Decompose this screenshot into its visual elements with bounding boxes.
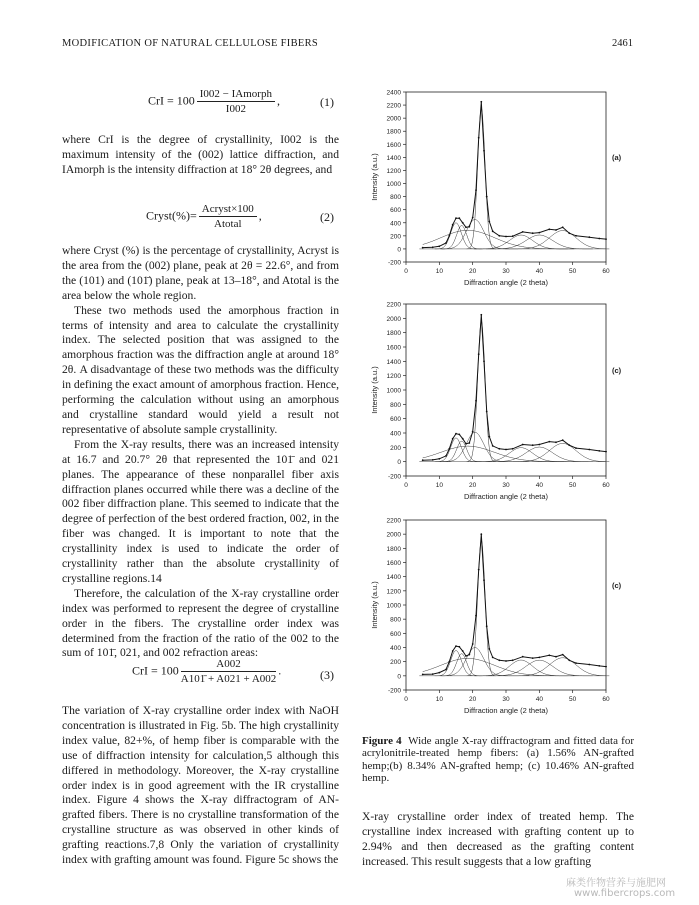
data-point: [562, 439, 564, 441]
y-axis-label: Intensity (a.u.): [370, 366, 379, 414]
eq3-denominator: A101̄ + A021 + A002: [180, 673, 277, 685]
data-point: [483, 579, 485, 581]
figure-caption: [362, 735, 634, 785]
data-point: [455, 217, 457, 219]
data-point: [458, 434, 460, 436]
x-axis-label: Diffraction angle (2 theta): [463, 706, 549, 715]
x-tick-label: 10: [435, 696, 443, 703]
data-point: [562, 654, 564, 656]
data-point: [488, 436, 490, 438]
y-tick-label: 800: [390, 616, 401, 624]
x-tick-label: 40: [535, 696, 543, 703]
data-point: [532, 657, 534, 659]
data-point: [475, 189, 477, 191]
data-point: [548, 654, 550, 656]
watermark-line-2: www.fibercrops.com: [574, 888, 676, 899]
y-tick-label: 1600: [386, 344, 401, 352]
paragraph-1: [62, 133, 339, 178]
paragraph-3: These two methods used the amorphous fraction in terms of intensity and area to calculate the crystallinity index. The selected position that was assigned to the amorphous fraction was the diffraction angle at around 18° 2θ. A disadvantage of these two methods was the difficulty in defining the exact amount of amorphous fraction. Hence, performing the calculation without using an amorphous and crystalline standard would yield a result not representative of absolute sample crystallinity.: [62, 303, 339, 436]
equation-1-number: (1): [320, 95, 334, 109]
data-point: [498, 448, 500, 450]
paragraph-6-block: [62, 704, 339, 868]
data-point: [505, 449, 507, 451]
data-point: [458, 646, 460, 648]
data-point: [422, 459, 424, 461]
y-tick-label: 1800: [386, 545, 401, 553]
y-tick-label: 600: [390, 630, 401, 638]
data-point: [568, 232, 570, 234]
data-point: [486, 625, 488, 627]
data-point: [480, 314, 482, 316]
y-tick-label: -200: [387, 473, 401, 481]
data-point: [452, 438, 454, 440]
data-point: [432, 673, 434, 675]
data-point: [598, 665, 600, 667]
y-tick-label: 200: [390, 659, 401, 667]
data-point: [555, 441, 557, 443]
data-point: [488, 648, 490, 650]
eq1-numerator: I002 − IAmorph: [197, 88, 275, 102]
data-point: [478, 569, 480, 571]
data-point: [438, 458, 440, 460]
x-tick-label: 30: [502, 696, 510, 703]
data-point: [445, 455, 447, 457]
main-text-block: [62, 244, 339, 661]
y-tick-label: 400: [390, 645, 401, 652]
data-point: [472, 217, 474, 219]
panel-label: (c): [612, 581, 622, 590]
paragraph-7: X-ray crystalline order index of treated hemp. The crystalline index increased with grafting content up to 2.94% and then decreased as the grafting content increased. This result suggests that a low grafting: [362, 810, 634, 868]
y-tick-label: 800: [390, 401, 401, 409]
data-point: [422, 247, 424, 249]
data-point: [548, 441, 550, 443]
xrd-panel-c: [366, 516, 636, 726]
data-point: [492, 445, 494, 447]
data-point: [575, 447, 577, 449]
data-point: [445, 669, 447, 671]
fitted-peak: [442, 226, 482, 249]
data-point: [512, 235, 514, 237]
y-tick-label: 600: [390, 416, 401, 424]
data-point: [452, 224, 454, 226]
data-point: [475, 400, 477, 402]
data-point: [532, 232, 534, 234]
eq1-tail: ,: [276, 93, 280, 108]
running-head: MODIFICATION OF NATURAL CELLULOSE FIBERS: [62, 38, 319, 49]
y-tick-label: 1200: [386, 588, 401, 596]
series-line: [423, 315, 606, 460]
eq1-denominator: I002: [225, 103, 246, 115]
data-point: [472, 431, 474, 433]
data-point: [488, 221, 490, 223]
y-tick-label: 1000: [386, 387, 401, 395]
y-tick-label: 200: [390, 444, 401, 452]
data-point: [432, 459, 434, 461]
y-tick-label: 2000: [386, 315, 401, 323]
data-point: [448, 235, 450, 237]
data-point: [455, 433, 457, 435]
y-tick-label: 800: [390, 194, 401, 202]
x-tick-label: 0: [404, 482, 408, 489]
y-tick-label: 2000: [386, 115, 401, 123]
data-point: [492, 230, 494, 232]
y-tick-label: 400: [390, 220, 401, 228]
page-number: 2461: [612, 38, 633, 49]
data-point: [452, 650, 454, 652]
eq2-lhs: Cryst(%)=: [146, 208, 197, 223]
panel-label: (a): [612, 153, 622, 162]
fitted-peak: [440, 220, 509, 249]
data-point: [532, 444, 534, 446]
data-point: [498, 235, 500, 237]
y-tick-label: -200: [387, 259, 401, 267]
x-tick-label: 60: [602, 482, 610, 489]
x-tick-label: 50: [569, 696, 577, 703]
data-point: [478, 353, 480, 355]
fitted-peak: [474, 235, 567, 249]
fitted-peak: [509, 443, 606, 461]
x-tick-label: 50: [569, 482, 577, 489]
data-point: [562, 226, 564, 228]
data-point: [483, 360, 485, 362]
data-point: [605, 451, 607, 453]
data-point: [512, 448, 514, 450]
y-tick-label: 1200: [386, 373, 401, 381]
data-point: [432, 246, 434, 248]
data-point: [598, 238, 600, 240]
data-point: [483, 150, 485, 152]
data-point: [480, 533, 482, 535]
data-point: [605, 238, 607, 240]
paragraph-7-block: [362, 810, 634, 870]
eq3-numerator: A002: [181, 658, 277, 672]
fitted-peak: [509, 231, 606, 249]
xrd-panel-a: [366, 88, 636, 298]
equation-3: [132, 658, 281, 685]
fitted-peak: [486, 235, 593, 249]
x-tick-label: 0: [404, 696, 408, 703]
equation-3-number: (3): [320, 668, 334, 682]
data-point: [512, 659, 514, 661]
y-tick-label: 1600: [386, 141, 401, 149]
fitted-peak: [467, 321, 496, 461]
x-tick-label: 20: [469, 696, 477, 703]
y-tick-label: 1400: [386, 154, 401, 162]
data-point: [445, 242, 447, 244]
data-point: [575, 662, 577, 664]
x-tick-label: 30: [502, 482, 510, 489]
y-tick-label: 0: [397, 673, 401, 681]
data-point: [498, 659, 500, 661]
x-tick-label: 20: [469, 482, 477, 489]
y-tick-label: 2200: [386, 517, 401, 525]
y-axis-label: Intensity (a.u.): [370, 153, 379, 201]
y-tick-label: 2200: [386, 301, 401, 309]
data-point: [486, 411, 488, 413]
data-point: [422, 674, 424, 676]
eq1-lhs: CrI = 100: [148, 93, 195, 108]
data-point: [588, 664, 590, 666]
xrd-panel-b: [366, 300, 636, 512]
data-point: [465, 226, 467, 228]
data-point: [492, 657, 494, 659]
y-tick-label: 2200: [386, 102, 401, 110]
data-point: [468, 442, 470, 444]
y-tick-label: 400: [390, 430, 401, 438]
data-point: [588, 449, 590, 451]
data-point: [568, 659, 570, 661]
y-tick-label: -200: [387, 687, 401, 695]
data-point: [522, 444, 524, 446]
y-tick-label: 1800: [386, 128, 401, 136]
data-point: [480, 101, 482, 103]
data-point: [538, 232, 540, 234]
eq3-lhs: CrI = 100: [132, 663, 179, 678]
data-point: [568, 444, 570, 446]
paragraph-5: Therefore, the calculation of the X-ray crystalline order index was performed to represent the degree of crystalline order in the fibers. The crystalline order index was determined from the fraction of the ratio of the 002 to the sum of 101̄, 021, and 002 refraction areas:: [62, 586, 339, 660]
data-point: [605, 666, 607, 668]
data-point: [448, 661, 450, 663]
data-point: [478, 137, 480, 139]
data-point: [548, 228, 550, 230]
x-axis-label: Diffraction angle (2 theta): [463, 492, 549, 501]
paragraph-6: The variation of X-ray crystalline order index with NaOH concentration is illustrated in Fig. 5b. The high crystallinity index value, 82+%, of hemp fiber is comparable with the use of diffraction intensity for calculation,5 although this differed in methodology. Moreover, the X-ray crystalline order index is in good agreement with the IR crystalline index. Figure 4 shows the X-ray diffractogram of AN-grafted fibers. There is no crystalline transformation of the crystalline structure as was observed in other kinds of grafting reactions.7,8 Only the variation of crystallinity index with grafting amount was found. Figure 5c shows the: [62, 704, 339, 867]
plot-frame: [406, 520, 606, 690]
y-tick-label: 1000: [386, 602, 401, 610]
data-point: [475, 615, 477, 617]
data-point: [555, 229, 557, 231]
watermark-line-1: 麻类作物营养与施肥网: [566, 878, 666, 889]
data-point: [505, 660, 507, 662]
x-tick-label: 60: [602, 268, 610, 275]
data-point: [448, 448, 450, 450]
paragraph-2: where Cryst (%) is the percentage of crystallinity, Acryst is the area from the (002) plane, peak at 2θ = 22.6°, and from the (101) and (101̄) plane, peak at 13–18°, and Atotal is the area below the whole region.: [62, 244, 339, 302]
data-point: [465, 655, 467, 657]
paragraph-4: From the X-ray results, there was an increased intensity at 16.7 and 20.7° 2θ that represented the 101̄ and 021 planes. The appearance of these nonparallel fiber axis diffraction planes occurred while there was a decline of the 002 fiber diffraction plane. This seemed to indicate that the degree of perfection of the best ordered fraction, 002, in the fiber was changed. It is important to note that the crystallinity index is used to indicate the order of crystallinity rather than the absolute crystallinity of crystalline regions.14: [62, 437, 339, 585]
x-axis-label: Diffraction angle (2 theta): [463, 278, 549, 287]
equation-2: [146, 203, 262, 230]
x-tick-label: 40: [535, 268, 543, 275]
y-tick-label: 0: [397, 246, 401, 254]
x-tick-label: 60: [602, 696, 610, 703]
y-axis-label: Intensity (a.u.): [370, 581, 379, 629]
caption-label: Figure 4: [362, 735, 402, 747]
x-tick-label: 10: [435, 268, 443, 275]
eq3-tail: .: [278, 663, 282, 678]
panel-label: (c): [612, 365, 622, 375]
y-tick-label: 2400: [386, 89, 401, 97]
x-tick-label: 20: [469, 268, 477, 275]
x-tick-label: 10: [435, 482, 443, 489]
data-point: [462, 650, 464, 652]
data-point: [458, 217, 460, 219]
y-tick-label: 600: [390, 207, 401, 215]
x-tick-label: 0: [404, 268, 408, 275]
x-tick-label: 40: [535, 482, 543, 489]
y-tick-label: 1000: [386, 181, 401, 189]
data-point: [438, 245, 440, 247]
paragraph-1-text: where CrI is the degree of crystallinity, I002 is the maximum intensity of the (002) lattice diffraction, and IAmorph is the intensity diffraction at 18° 2θ degrees, and: [62, 133, 339, 176]
y-tick-label: 1200: [386, 167, 401, 175]
eq2-denominator: Atotal: [214, 218, 242, 230]
eq2-tail: ,: [258, 208, 262, 223]
data-point: [555, 656, 557, 658]
data-point: [598, 450, 600, 452]
caption-text: Wide angle X-ray diffractogram and fitted data for acrylonitrile-treated hemp fibers: (a) 1.56% AN-grafted hemp;(b) 8.34% AN-grafted hemp; (c) 10.46% AN-grafted hemp.: [362, 735, 635, 785]
y-tick-label: 2000: [386, 531, 401, 539]
data-point: [505, 236, 507, 238]
data-point: [455, 645, 457, 647]
data-point: [462, 222, 464, 224]
data-point: [575, 235, 577, 237]
data-point: [538, 657, 540, 659]
y-tick-label: 1400: [386, 358, 401, 366]
y-tick-label: 200: [390, 233, 401, 241]
data-point: [438, 672, 440, 674]
series-line: [423, 102, 606, 248]
data-point: [462, 438, 464, 440]
eq2-numerator: Acryst×100: [199, 203, 257, 217]
y-tick-label: 1800: [386, 330, 401, 338]
y-tick-label: 1400: [386, 574, 401, 582]
series-line: [423, 534, 606, 674]
x-tick-label: 30: [502, 268, 510, 275]
data-point: [468, 226, 470, 228]
equation-2-number: (2): [320, 210, 334, 224]
x-tick-label: 50: [569, 268, 577, 275]
data-point: [588, 236, 590, 238]
y-tick-label: 0: [397, 459, 401, 467]
data-point: [468, 654, 470, 656]
data-point: [538, 444, 540, 446]
data-point: [472, 643, 474, 645]
data-point: [465, 443, 467, 445]
data-point: [522, 656, 524, 658]
data-point: [522, 231, 524, 233]
data-point: [486, 196, 488, 198]
equation-1: [148, 88, 280, 115]
y-tick-label: 1600: [386, 560, 401, 567]
